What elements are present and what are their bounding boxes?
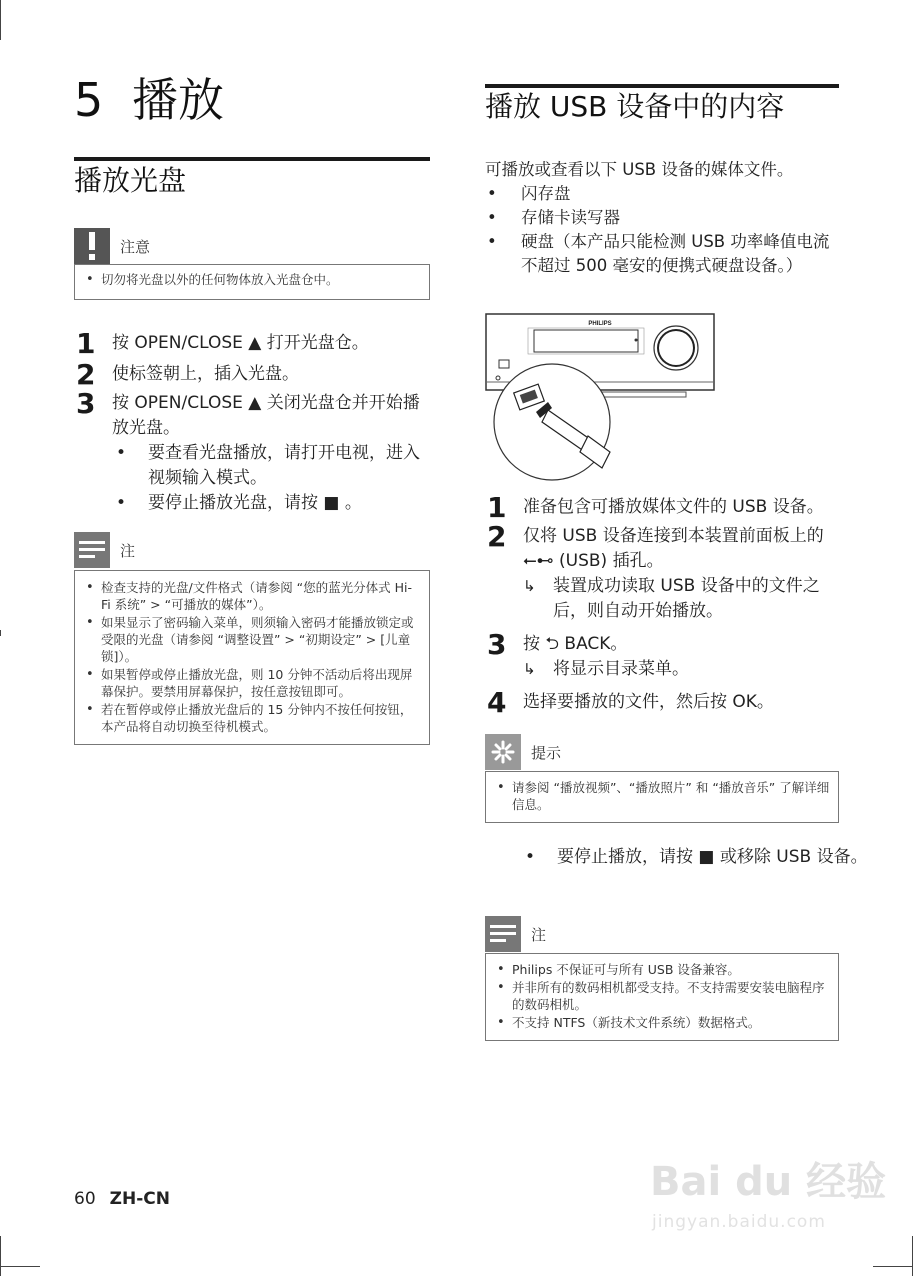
- step-text: 仅将 USB 设备连接到本装置前面板上的 ⭠⊷ (USB) 插孔。: [523, 526, 824, 571]
- step-text: 使标签朝上，插入光盘。: [112, 364, 299, 384]
- disc-step-3-bullet: [112, 441, 426, 491]
- disc-step-3-bullet: [112, 491, 426, 516]
- section-title-usb: 播放 USB 设备中的内容: [485, 90, 785, 123]
- usb-intro: 可播放或查看以下 USB 设备的媒体文件。: [485, 160, 794, 179]
- note-title: 注: [531, 925, 547, 944]
- note-item: • 若在暂停或停止播放光盘后的 15 分钟内不按任何按钮，本产品将自动切换至待机模式。: [77, 701, 421, 735]
- bullet-text: 要停止播放，请按 ■ 或移除 USB 设备。: [557, 847, 868, 867]
- step-number: 1: [487, 491, 507, 524]
- caution-body: [74, 264, 430, 300]
- note-header: [485, 916, 839, 952]
- result-text: 将显示目录菜单。: [553, 659, 689, 679]
- usb-device-illustration: [484, 312, 716, 482]
- disc-step-3: [76, 387, 426, 441]
- section-rule: [74, 157, 430, 161]
- chapter-title: 播放: [132, 73, 224, 127]
- step-number: 1: [76, 327, 96, 360]
- caution-title: 注意: [120, 237, 151, 256]
- step-text: 选择要播放的文件，然后按 OK。: [523, 692, 774, 712]
- tip-item: • 请参阅 “播放视频”、“播放照片” 和 “播放音乐” 了解详细信息。: [488, 779, 830, 813]
- step-text: 按 OPEN/CLOSE ▲ 关闭光盘仓并开始播放光盘。: [112, 393, 420, 438]
- caution-item: • 切勿将光盘以外的任何物体放入光盘仓中。: [77, 271, 421, 288]
- usb-steps: [487, 491, 837, 719]
- note-lines-icon: [74, 532, 110, 568]
- note-title: 注: [120, 541, 136, 560]
- step-number: 4: [487, 686, 507, 719]
- step-number: 2: [487, 520, 507, 553]
- crop-mark: [0, 0, 1, 40]
- exclamation-icon: [74, 228, 110, 264]
- crop-mark: [0, 1236, 1, 1276]
- usb-stop-bullet: [521, 845, 873, 870]
- note-body: [485, 953, 839, 1041]
- note-item: • 并非所有的数码相机都受支持。不支持需要安装电脑程序的数码相机。: [488, 979, 830, 1013]
- device-item: • 硬盘（本产品只能检测 USB 功率峰值电流不超过 500 毫安的便携式硬盘设备。）: [485, 230, 835, 278]
- disc-steps: [76, 327, 426, 516]
- usb-step-2: [487, 520, 837, 574]
- note-body: [74, 570, 430, 745]
- tip-title: 提示: [531, 743, 562, 762]
- bullet: •: [116, 443, 127, 463]
- disc-step-2: [76, 358, 426, 391]
- tip-header: [485, 734, 839, 770]
- page-number: 60: [74, 1189, 96, 1209]
- section-rule: [485, 84, 839, 88]
- sparkle-icon: [485, 734, 521, 770]
- crop-mark: [0, 1266, 40, 1267]
- bullet: •: [116, 493, 127, 513]
- step-number: 3: [487, 628, 507, 661]
- device-item: • 闪存盘: [485, 182, 835, 206]
- crop-mark: [0, 630, 1, 636]
- result-arrow-icon: ↳: [523, 577, 536, 595]
- tip-box: [485, 734, 839, 823]
- usb-step-3: [487, 628, 837, 661]
- usb-step-2-result: [523, 574, 837, 624]
- usb-step-3-result: [523, 657, 837, 682]
- chapter-heading: [74, 72, 224, 128]
- bullet-text: 要停止播放光盘，请按 ■ 。: [148, 493, 362, 513]
- bullet-text: 要查看光盘播放，请打开电视，进入视频输入模式。: [148, 443, 420, 488]
- usb-step-4: [487, 686, 837, 719]
- result-arrow-icon: ↳: [523, 660, 536, 678]
- step-number: 3: [76, 387, 96, 420]
- step-text: 按 OPEN/CLOSE ▲ 打开光盘仓。: [112, 333, 369, 353]
- disc-step-1: [76, 327, 426, 360]
- note-box-usb: [485, 916, 839, 1041]
- caution-box: [74, 228, 430, 300]
- result-text: 装置成功读取 USB 设备中的文件之后，则自动开始播放。: [553, 576, 820, 621]
- usb-step-1: [487, 491, 837, 524]
- watermark-logo: Bai du 经验: [650, 1159, 887, 1205]
- caution-header: [74, 228, 430, 264]
- step-text: 按 ⮌ BACK。: [523, 634, 628, 654]
- crop-mark: [873, 1266, 913, 1267]
- note-box-disc: [74, 532, 430, 745]
- note-item: • Philips 不保证可与所有 USB 设备兼容。: [488, 961, 830, 978]
- section-title-disc: 播放光盘: [74, 164, 187, 197]
- step-text: 准备包含可播放媒体文件的 USB 设备。: [523, 497, 824, 517]
- device-item: • 存储卡读写器: [485, 206, 835, 230]
- note-item: • 如果暂停或停止播放光盘，则 10 分钟不活动后将出现屏幕保护。要禁用屏幕保护，按任意按钮即可。: [77, 666, 421, 700]
- note-item: • 检查支持的光盘/文件格式（请参阅 “您的蓝光分体式 Hi-Fi 系统” > “可播放的媒体”）。: [77, 579, 421, 613]
- note-item: • 如果显示了密码输入菜单，则须输入密码才能播放锁定或受限的光盘（请参阅 “调整设置” > “初期设定” > [儿童锁]）。: [77, 614, 421, 665]
- watermark-url: jingyan.baidu.com: [652, 1212, 826, 1232]
- brand-label: PHILIPS: [588, 321, 612, 327]
- tip-body: [485, 771, 839, 823]
- bullet: •: [525, 847, 536, 867]
- note-lines-icon: [485, 916, 521, 952]
- note-item: • 不支持 NTFS（新技术文件系统）数据格式。: [488, 1014, 830, 1031]
- step-number: 2: [76, 358, 96, 391]
- chapter-number: 5: [74, 73, 104, 127]
- language-code: ZH-CN: [109, 1189, 170, 1209]
- note-header: [74, 532, 430, 568]
- page-footer: [74, 1189, 170, 1209]
- usb-device-list: [485, 182, 835, 278]
